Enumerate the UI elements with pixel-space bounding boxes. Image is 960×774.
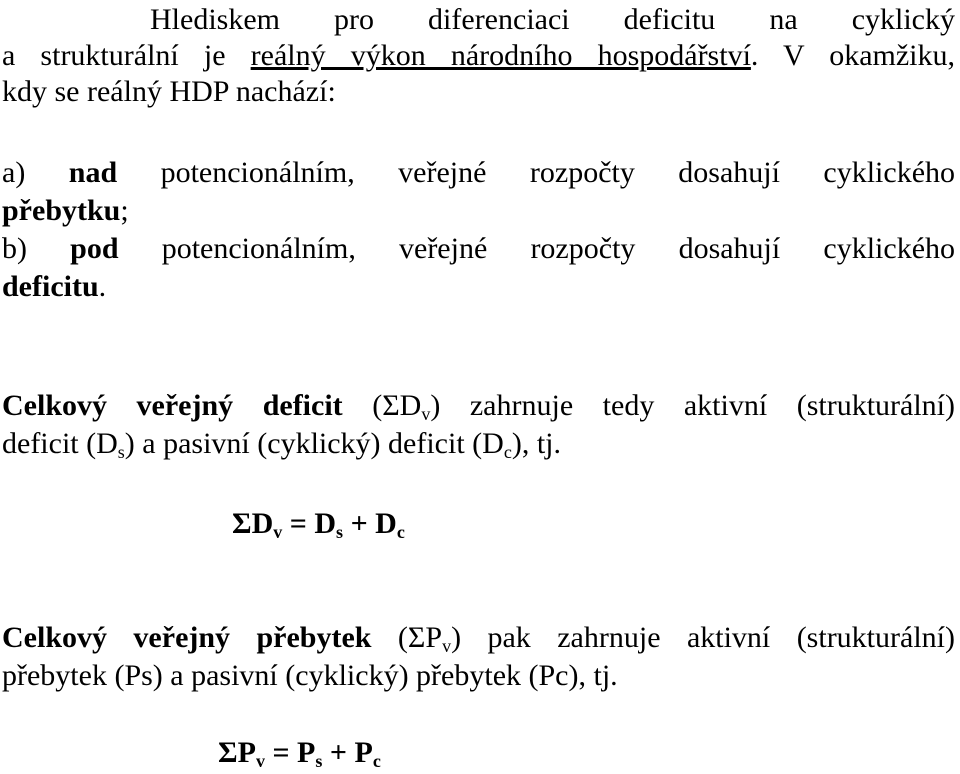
item-a-bold-end: přebytku: [2, 194, 121, 227]
deficit-bold: Celkový veřejný deficit: [2, 389, 343, 422]
deficit-line-2: deficit $(D_s)$ a pasivní (cyklický) deficit $(D_c)$, tj.: [2, 427, 561, 462]
item-b-prefix: b): [2, 232, 27, 265]
item-b-end: .: [98, 270, 107, 303]
intro-text-2a: a strukturální je: [2, 39, 226, 72]
item-a-text: potencionálním, veřejné rozpočty dosahují cyklického: [160, 156, 956, 189]
deficit-line-1: [2, 388, 955, 424]
item-a-line-2: [2, 193, 955, 229]
intro-line-1: [2, 2, 955, 38]
intro-text-3: kdy se reálný HDP nachází:: [2, 75, 336, 108]
surplus-bold: Celkový veřejný přebytek: [2, 621, 372, 654]
item-a-line-1: [2, 155, 955, 191]
item-b-bold: pod: [70, 232, 119, 265]
deficit-sum: $(\Sigma D_v)$ zahrnuje tedy aktivní (strukturální): [372, 389, 956, 424]
intro-line-3: [2, 74, 955, 110]
surplus-line-1: [2, 620, 955, 656]
surplus-sum: $(\Sigma P_v)$ pak zahrnuje aktivní (strukturální): [397, 621, 955, 656]
intro-text-1: Hlediskem pro diferenciaci deficitu na cyklický: [150, 3, 955, 36]
item-b-line-1: [2, 231, 955, 267]
item-b-text: potencionálním, veřejné rozpočty dosahují cyklického: [161, 232, 956, 265]
item-b-line-2: [2, 269, 955, 305]
intro-line-2: [2, 38, 955, 74]
formula-deficit: $\Sigma D_v = D_s + D_c$: [232, 507, 405, 542]
item-a-end: ;: [120, 194, 129, 227]
formula-surplus: $\Sigma P_v = P_s + P_c$: [218, 736, 381, 771]
item-a-prefix: a): [2, 156, 26, 189]
item-b-bold-end: deficitu: [2, 270, 99, 303]
surplus-line-2: přebytek (Ps) a pasivní (cyklický) přebytek (Pc), tj.: [2, 659, 618, 692]
intro-text-2b: . V okamžiku,: [750, 39, 956, 72]
item-a-bold: nad: [68, 156, 118, 189]
real-output-underlined: reálný výkon národního hospodářství: [250, 39, 751, 72]
